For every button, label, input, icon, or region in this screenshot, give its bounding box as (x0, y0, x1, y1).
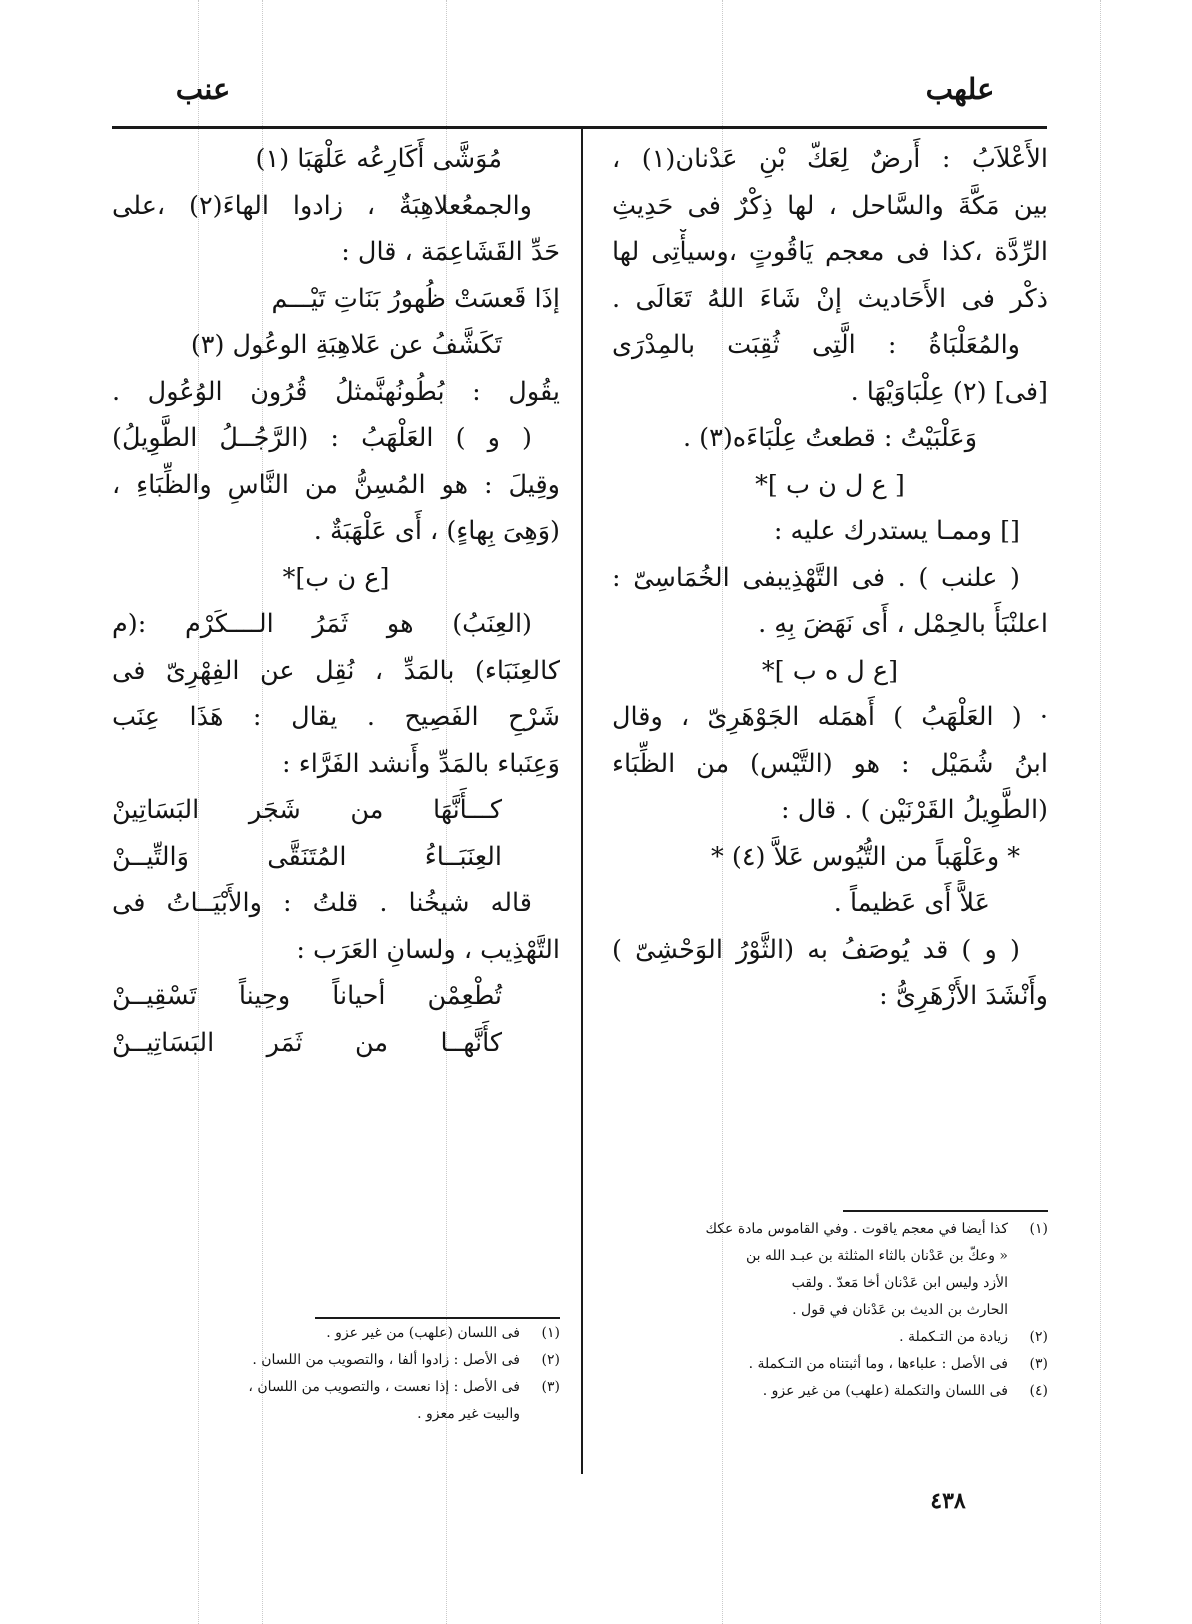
text-line: تُطْعِمْن أحياناً وحِيناً تَسْقِيــنْ (112, 981, 502, 1011)
footnote-number: (٤) (1029, 1383, 1048, 1399)
text-line: اعلنْبَأَ بالحِمْل ، أَى نَهَضَ بِهِ . (758, 609, 1048, 639)
footnote-number: (١) (541, 1325, 560, 1341)
footnotes-right (612, 1216, 1048, 1405)
text-line: ابنُ شُمَيْل : هو (التَّيْس) من الظِّبَاء (612, 748, 1048, 779)
text-line: ( و ) العَلْهَبُ : (الرَّجُــلُ الطَّوِيلُ) (112, 423, 532, 453)
footnote-text: فى الأصل : إذا نعست ، والتصويب من اللسان ، (248, 1379, 520, 1395)
text-line: * وعَلْهَباً من التُّيُوس عَلاَّ (٤) * (711, 841, 1020, 872)
text-line: والجمعُعلاهِبَةٌ ، زادوا الهاءَ(٢) ،على (112, 190, 532, 221)
footnote-continuation: والبيت غير معزو . (417, 1406, 520, 1422)
header-rule (112, 126, 1047, 129)
footnote-rule-left (315, 1317, 560, 1319)
footnote-continuation: « وعكّ بن عَدْنان بالثاء المثلثة بن عبـد الله بن (745, 1248, 1008, 1264)
page-number: ٤٣٨ (930, 1488, 966, 1514)
text-line: (العِنَبُ) هو ثَمَرُ الــــكَرْم :(م (112, 609, 532, 639)
text-line: حَدِّ القَشَاعِمَة ، قال : (341, 237, 560, 267)
text-line: (وَهِىَ بِهاءٍ) ، أَى عَلْهَبَةٌ . (313, 516, 560, 546)
footnote-text: زيادة من التـكملة . (899, 1329, 1008, 1345)
footnote-text: فى الأصل : زادوا ألفا ، والتصويب من اللسان . (252, 1352, 520, 1368)
text-line: إذَا قَعسَتْ ظُهورُ بَنَاتِ تَيْـــم (271, 283, 560, 314)
footnote-continuation: الحارث بن الديث بن عَدْنان في قول . (792, 1302, 1008, 1318)
footnote-text: كذا أيضا في معجم ياقوت . وفي القاموس مادة عكك (705, 1221, 1008, 1237)
footnote-text: فى اللسان (علهب) من غير عزو . (326, 1325, 520, 1341)
text-line: [فى] (٢) عِلْبَاوَيْهَا . (850, 376, 1048, 407)
text-line: (الطَّوِيلُ القَرْنَيْن ) . قال : (781, 795, 1048, 825)
footnote-continuation: الأزد وليس ابن عَدْنان أخا مَعدّ . ولقب (791, 1275, 1008, 1291)
footnote-number: (٢) (541, 1352, 560, 1368)
text-line: وأَنْشَدَ الأَزْهَرِىُّ : (879, 981, 1048, 1011)
column-divider (581, 129, 583, 1474)
text-line: مُوَشَّى أَكَارِعُه عَلْهَبَا (١) (255, 144, 502, 174)
text-line: ( علنب ) . فى التَّهْذِيبفى الخُمَاسِىّ : (612, 562, 1020, 593)
text-line: وَعَلْبَيْتُ : قطعتُ عِلْبَاءَه(٣) . (682, 423, 978, 453)
text-line: شَرْحِ الفَصِيح . يقال : هَذَا عِنَب (112, 702, 560, 732)
text-line: وقِيلَ : هو المُسِنُّ من النَّاسِ والظِّبَاءِ ، (112, 469, 560, 500)
text-line: [ ع ل ن ب ]* (755, 469, 905, 500)
text-line: بين مَكَّةَ والسَّاحل ، لها ذِكْرٌ فى حَدِيثِ (612, 190, 1048, 221)
text-line: كـــأَنَّهَا من شَجَر البَسَاتِينْ (112, 795, 502, 825)
text-line: · ( العَلْهَبُ ) أَهمَله الجَوْهَرِىّ ، وقال (612, 702, 1048, 732)
text-line: الرِّدَّة ،كذا فى معجم يَاقُوتٍ ،وسيأْتِى لها (612, 237, 1048, 267)
footnote (112, 1320, 560, 1347)
text-line: الأَعْلاَبُ : أَرضٌ لِعَكّ بْنِ عَدْنان(١) ، (612, 144, 1048, 174)
left-text-column (112, 136, 560, 1206)
text-line: ( و ) قد يُوصَفُ به (الثَّوْرُ الوَحْشِىّ ) (612, 934, 1020, 965)
text-line: والمُعَلْبَاةُ : الَّتِى ثُقِبَت بالمِدْرَى (612, 330, 1020, 360)
footnote-number: (٢) (1029, 1329, 1048, 1345)
right-text-column (612, 136, 1048, 1206)
text-line: وَعِنَباء بالمَدِّ وأَنشد الفَرَّاء : (282, 748, 560, 779)
footnote (612, 1351, 1048, 1378)
footnotes-left (112, 1320, 560, 1428)
text-line: [ع ن ب]* (282, 562, 390, 593)
text-line: تَكَشَّفُ عن عَلاهِبَةِ الوعُول (٣) (190, 330, 502, 360)
header-entry-right: علهب (925, 72, 995, 106)
text-line: [ع ل ه ب ]* (761, 655, 899, 686)
text-line: كأَنَّهــا من ثَمَر البَسَاتِيــنْ (112, 1027, 502, 1058)
text-line: ذكْر فى الأَحَاديث إنْ شَاءَ اللهُ تَعَالَى . (612, 283, 1048, 314)
footnote (612, 1324, 1048, 1351)
footnote (612, 1216, 1048, 1243)
text-line: يقُول : بُطُونُهنَّمثلُ قُرُون الوُعُول . (112, 376, 560, 407)
text-line: قاله شيخُنا . قلتُ : والأَبْيَــاتُ فى (112, 888, 532, 918)
text-line: العِنَبَــاءُ المُتَنَقَّى وَالتِّيــنْ (112, 841, 502, 872)
header-entry-left: عنب (175, 72, 231, 106)
text-line: كالعِنَبَاء) بالمَدِّ ، نُقِل عن الفِهْرِىّ فى (112, 655, 560, 686)
footnote-number: (٣) (1029, 1356, 1048, 1372)
footnote (112, 1347, 560, 1374)
footnote-text: فى الأصل : علباءها ، وما أثبتناه من التـكملة . (748, 1356, 1008, 1372)
footnote-number: (٣) (541, 1379, 560, 1395)
footnote-rule-right (843, 1210, 1048, 1212)
text-line: عَلاًّ أَى عَظيماً . (833, 888, 990, 918)
footnote (112, 1374, 560, 1401)
text-line: [] وممـا يستدرك عليه : (773, 516, 1020, 546)
footnote-text: فى اللسان والتكملة (علهب) من غير عزو . (762, 1383, 1008, 1399)
footnote (612, 1378, 1048, 1405)
text-line: التَّهْذِيب ، ولسانِ العَرَب : (296, 934, 560, 965)
footnote-number: (١) (1029, 1221, 1048, 1237)
